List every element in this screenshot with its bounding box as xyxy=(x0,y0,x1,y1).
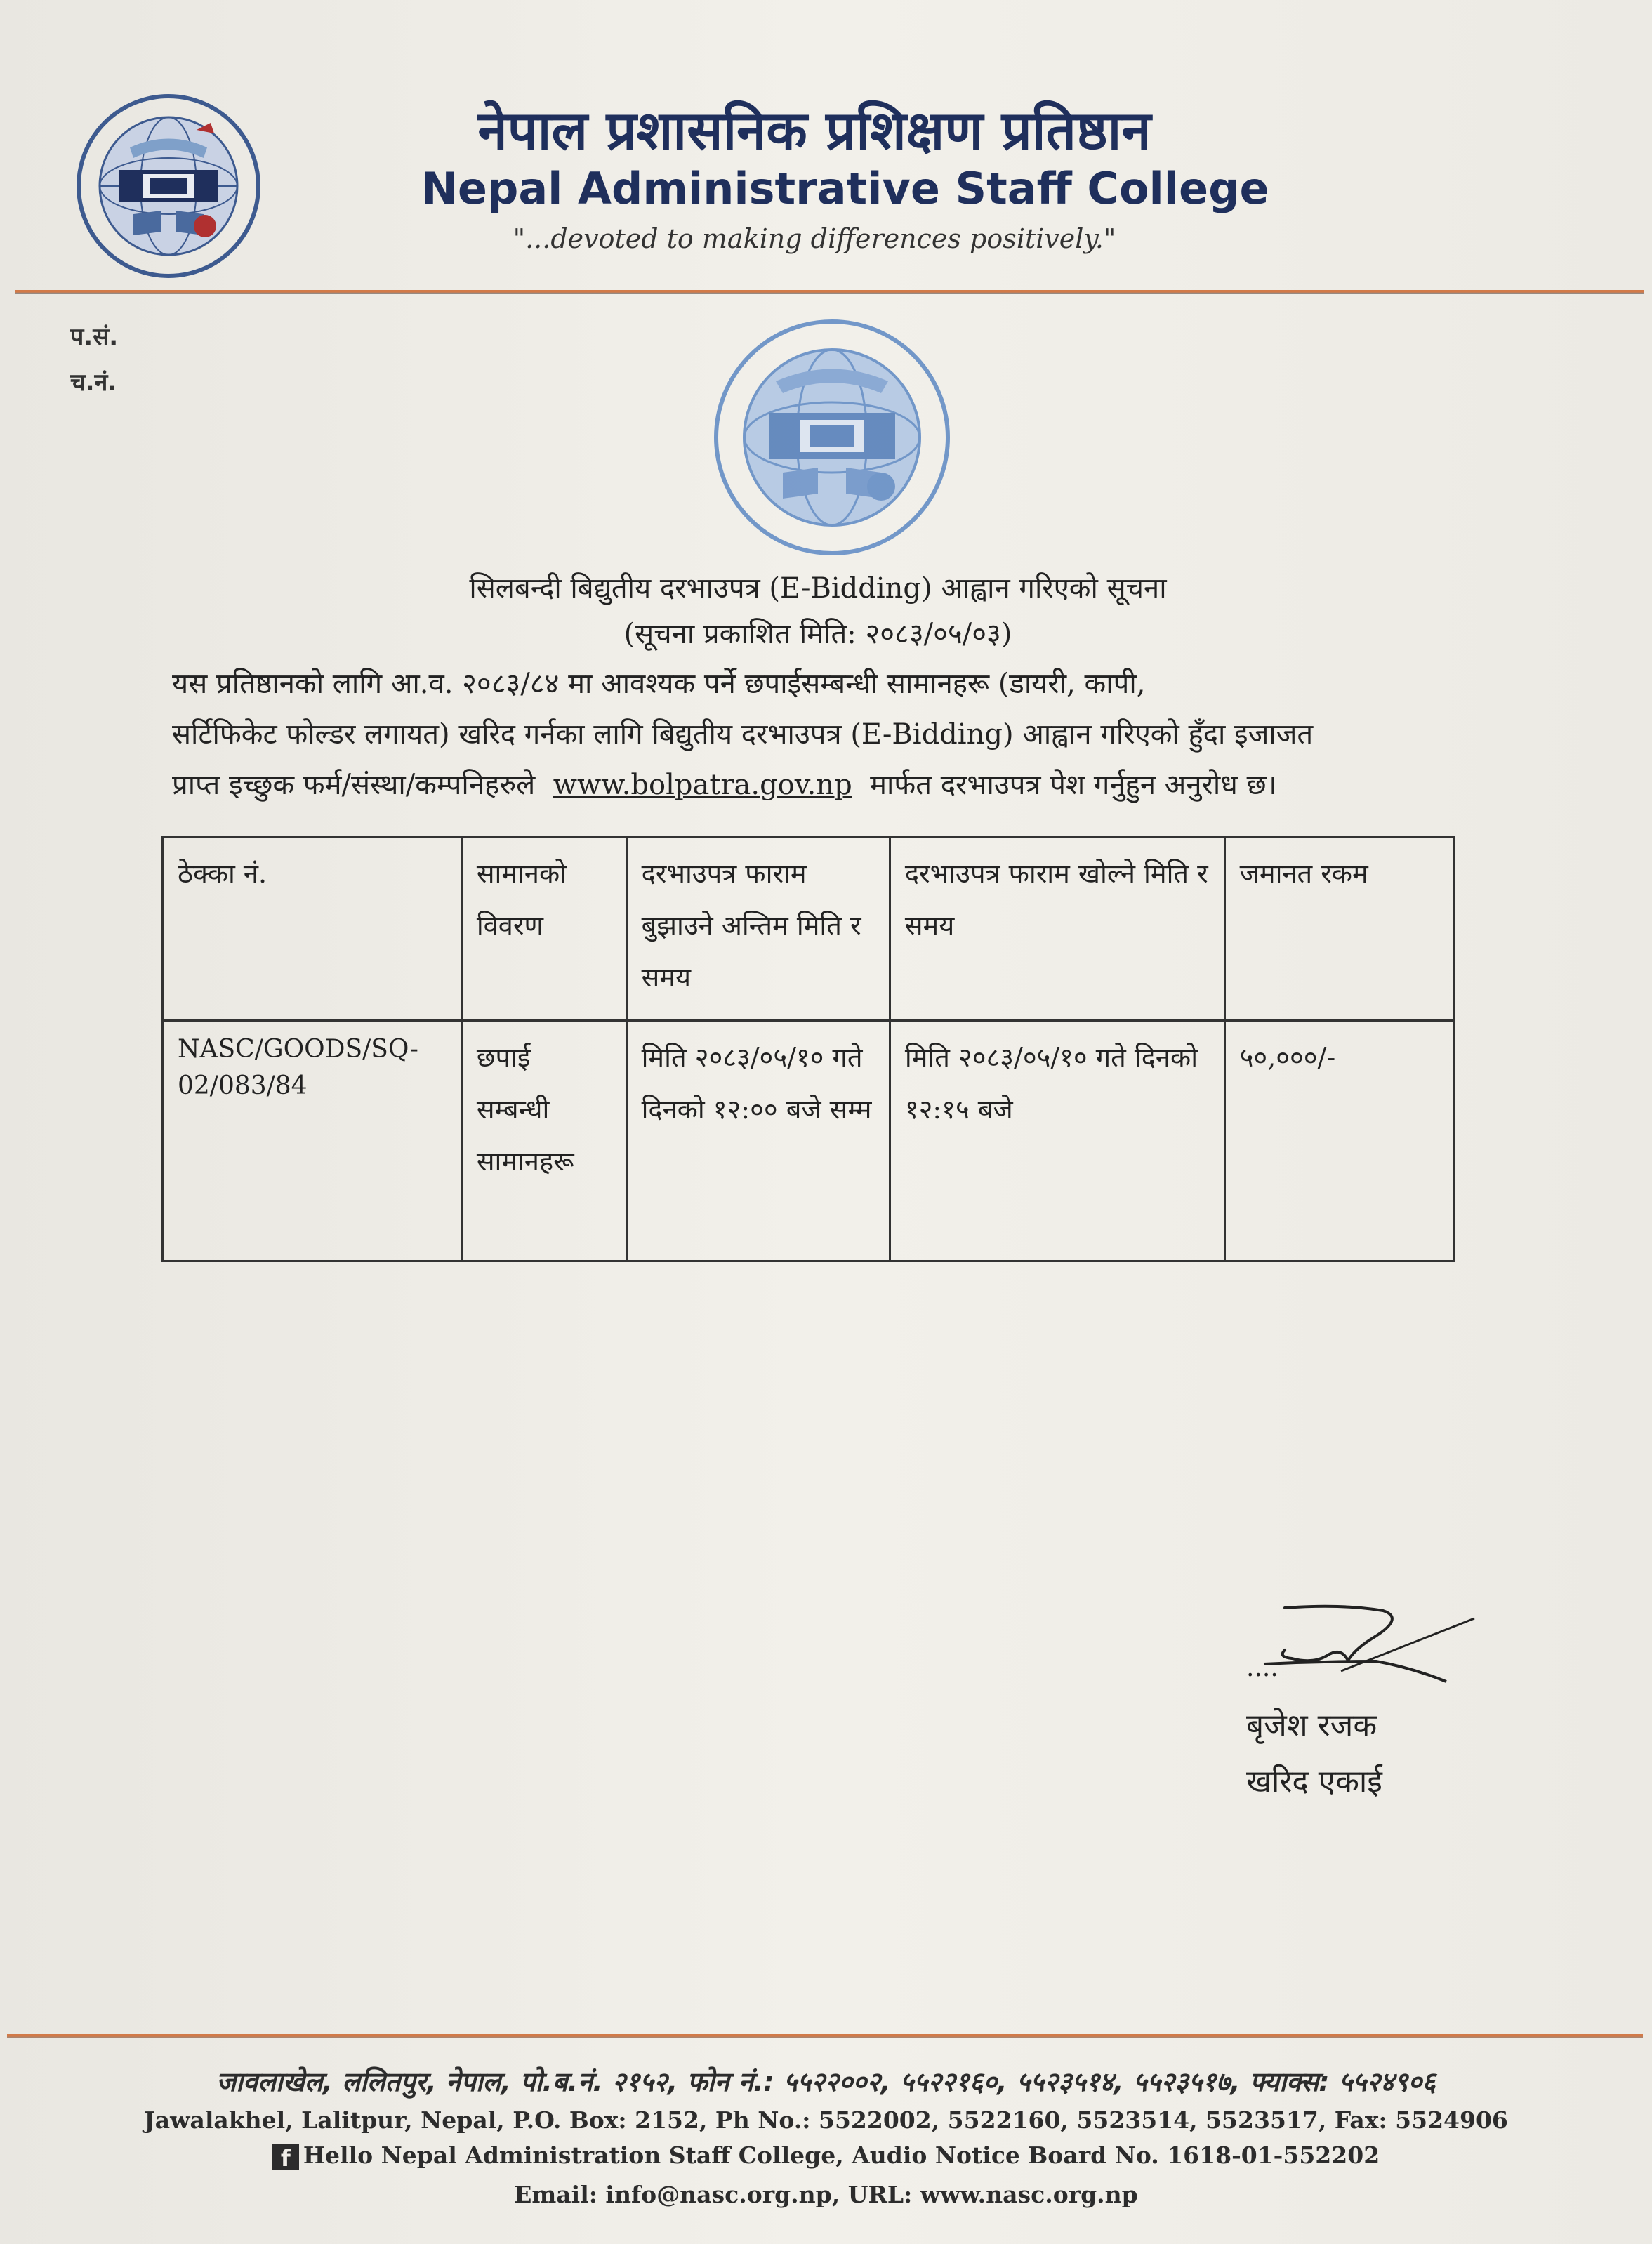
opening-time-cell: मिति २०८३/०५/१० गते दिनको १२:१५ बजे xyxy=(890,1021,1224,1261)
notice-body-line xyxy=(172,760,1457,810)
dispatch-number-label: च.नं. xyxy=(70,369,117,397)
nasc-seal-icon xyxy=(706,315,958,560)
footer-address-english: Jawalakhel, Lalitpur, Nepal, P.O. Box: 2152, Ph No.: 5522002, 5522160, 5523514, 5523517, Fax: 5524906 xyxy=(144,2106,1508,2134)
letter-number-label: प.सं. xyxy=(70,323,119,351)
bolpatra-link[interactable]: www.bolpatra.gov.np xyxy=(553,769,852,801)
notice-body xyxy=(172,659,1457,810)
signature-dots: .... xyxy=(1246,1654,1278,1682)
contract-number-cell: NASC/GOODS/SQ-02/083/84 xyxy=(163,1021,462,1261)
table-header-cell: दरभाउपत्र फाराम खोल्ने मिति र समय xyxy=(890,837,1224,1021)
table-header-cell: जमानत रकम xyxy=(1224,837,1453,1021)
bid-security-cell: ५०,०००/- xyxy=(1224,1021,1453,1261)
org-name-english: Nepal Administrative Staff College xyxy=(421,163,1269,214)
table-row xyxy=(163,1021,1454,1261)
facebook-icon: f xyxy=(272,2144,299,2170)
notice-body-line: यस प्रतिष्ठानको लागि आ.व. २०८३/८४ मा आवश्यक पर्ने छपाईसम्बन्धी सामानहरू (डायरी, कापी, xyxy=(172,668,1146,700)
org-name-nepali: नेपाल प्रशासनिक प्रशिक्षण प्रतिष्ठान xyxy=(477,99,1151,161)
footer-divider xyxy=(7,2034,1643,2038)
notice-body-text: मार्फत दरभाउपत्र पेश गर्नुहुन अनुरोध छ। xyxy=(870,769,1277,801)
notice-title: सिलबन्दी बिद्युतीय दरभाउपत्र (E-Bidding) आह्वान गरिएको सूचना xyxy=(469,572,1167,605)
table-header-cell: सामानको विवरण xyxy=(461,837,626,1021)
bid-table xyxy=(161,836,1455,1262)
signatory-unit: खरिद एकाई xyxy=(1246,1764,1382,1800)
footer-address-nepali: जावलाखेल, ललितपुर, नेपाल, पो.ब.नं. २१५२, फोन नं.: ५५२२००२, ५५२२१६०, ५५२३५१४, ५५२३५१७, फ्याक्स: ५५२४९०६ xyxy=(216,2066,1436,2097)
footer-notice-board xyxy=(0,2141,1652,2170)
table-header-cell: ठेक्का नं. xyxy=(163,837,462,1021)
nasc-logo-icon xyxy=(70,91,267,281)
description-cell: छपाई सम्बन्धी सामानहरू xyxy=(461,1021,626,1261)
footer-contact: Email: info@nasc.org.np, URL: www.nasc.org.np xyxy=(514,2181,1138,2208)
notice-body-text: प्राप्त इच्छुक फर्म/संस्था/कम्पनिहरुले xyxy=(172,769,536,801)
table-header-cell: दरभाउपत्र फाराम बुझाउने अन्तिम मिति र समय xyxy=(626,837,890,1021)
notice-published-date: (सूचना प्रकाशित मिति: २०८३/०५/०३) xyxy=(623,618,1012,650)
signatory-name: बृजेश रजक xyxy=(1246,1708,1377,1743)
org-motto: "...devoted to making differences positively." xyxy=(513,223,1116,254)
submission-deadline-cell: मिति २०८३/०५/१० गते दिनको १२:०० बजे सम्म xyxy=(626,1021,890,1261)
notice-board-text: Hello Nepal Administration Staff College, Audio Notice Board No. 1618-01-552202 xyxy=(303,2141,1380,2169)
signature-icon xyxy=(1236,1594,1488,1706)
header-divider xyxy=(15,290,1644,294)
notice-body-line: सर्टिफिकेट फोल्डर लगायत) खरिद गर्नका लागि बिद्युतीय दरभाउपत्र (E-Bidding) आह्वान गरिएको हुँदा इजाजत xyxy=(172,718,1314,751)
table-header-row xyxy=(163,837,1454,1021)
